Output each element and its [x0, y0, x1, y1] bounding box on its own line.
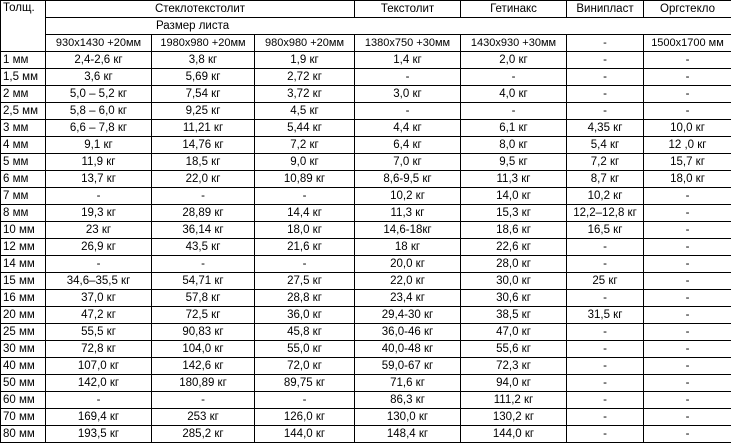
thickness-cell: 2,5 мм	[1, 103, 46, 120]
table-row	[1, 341, 731, 358]
weight-cell: -	[152, 188, 255, 205]
weight-cell: 27,5 кг	[255, 273, 355, 290]
weight-cell: -	[46, 256, 152, 273]
weight-cell: 18,0 кг	[644, 171, 731, 188]
weight-cell: 9,25 кг	[152, 103, 255, 120]
size-header-3: 1380x750 +30мм	[355, 35, 461, 52]
weight-cell: 6,4 кг	[355, 137, 461, 154]
weight-cell: 59,0-67 кг	[355, 358, 461, 375]
weight-cell: 36,0 кг	[255, 307, 355, 324]
thickness-cell: 1 мм	[1, 52, 46, 69]
thickness-cell: 3 мм	[1, 120, 46, 137]
size-header-2: 980x980 +20мм	[255, 35, 355, 52]
table-row	[1, 426, 731, 443]
table-row	[1, 86, 731, 103]
table-row	[1, 392, 731, 409]
weight-cell: 169,4 кг	[46, 409, 152, 426]
header-row-sheet-size	[1, 18, 731, 35]
size-header-1: 1980x980 +20мм	[152, 35, 255, 52]
weight-cell: 285,2 кг	[152, 426, 255, 443]
weight-cell: 193,5 кг	[46, 426, 152, 443]
weight-cell: 86,3 кг	[355, 392, 461, 409]
data-rows	[1, 52, 731, 443]
weight-cell: 144,0 кг	[255, 426, 355, 443]
table-row	[1, 103, 731, 120]
weight-cell: 15,3 кг	[461, 205, 567, 222]
weight-cell: 14,4 кг	[255, 205, 355, 222]
weight-cell: -	[644, 188, 731, 205]
table-row	[1, 137, 731, 154]
table-row	[1, 188, 731, 205]
thickness-cell: 8 мм	[1, 205, 46, 222]
header-material-fiberglass: Стеклотекстолит	[46, 1, 355, 18]
weight-cell: 15,7 кг	[644, 154, 731, 171]
weight-cell: 45,8 кг	[255, 324, 355, 341]
table-row	[1, 324, 731, 341]
thickness-cell: 16 мм	[1, 290, 46, 307]
header-row-sizes	[1, 35, 731, 52]
thickness-cell: 12 мм	[1, 239, 46, 256]
weight-cell: 4,0 кг	[461, 86, 567, 103]
weight-cell: 9,1 кг	[46, 137, 152, 154]
weight-cell: 8,0 кг	[461, 137, 567, 154]
weight-cell: -	[644, 69, 731, 86]
weight-cell: 31,5 кг	[567, 307, 644, 324]
weight-cell: -	[644, 324, 731, 341]
weight-cell: -	[461, 69, 567, 86]
weight-cell: 3,6 кг	[46, 69, 152, 86]
weight-cell: 9,0 кг	[255, 154, 355, 171]
weight-cell: -	[567, 86, 644, 103]
weight-cell: 5,8 – 6,0 кг	[46, 103, 152, 120]
weight-cell: 94,0 кг	[461, 375, 567, 392]
weight-cell: 23 кг	[46, 222, 152, 239]
weight-cell: 2,72 кг	[255, 69, 355, 86]
weight-cell: -	[644, 256, 731, 273]
table-row	[1, 307, 731, 324]
weight-cell: -	[567, 358, 644, 375]
header-material-textolite: Текстолит	[355, 1, 461, 18]
weight-cell: -	[567, 290, 644, 307]
weight-cell: 18,5 кг	[152, 154, 255, 171]
table-row	[1, 222, 731, 239]
weight-cell: 9,5 кг	[461, 154, 567, 171]
weight-cell: -	[152, 392, 255, 409]
weight-cell: 5,69 кг	[152, 69, 255, 86]
weight-cell: 72,0 кг	[255, 358, 355, 375]
weight-cell: 2,0 кг	[461, 52, 567, 69]
header-material-viniplast: Винипласт	[567, 1, 644, 18]
weight-cell: 10,2 кг	[355, 188, 461, 205]
weight-cell: 21,6 кг	[255, 239, 355, 256]
weight-cell: 43,5 кг	[152, 239, 255, 256]
weight-cell: 130,0 кг	[355, 409, 461, 426]
weight-cell: 148,4 кг	[355, 426, 461, 443]
weight-cell: 6,1 кг	[461, 120, 567, 137]
weight-cell: 10,2 кг	[567, 188, 644, 205]
weight-cell: 107,0 кг	[46, 358, 152, 375]
weight-cell: 4,35 кг	[567, 120, 644, 137]
weight-cell: -	[644, 205, 731, 222]
weight-cell: 36,14 кг	[152, 222, 255, 239]
table-row	[1, 69, 731, 86]
weight-cell: 4,4 кг	[355, 120, 461, 137]
weight-cell: 18,0 кг	[255, 222, 355, 239]
weight-cell: 25 кг	[567, 273, 644, 290]
table-row	[1, 120, 731, 137]
weight-cell: -	[644, 239, 731, 256]
weight-cell: 72,8 кг	[46, 341, 152, 358]
weight-cell: -	[255, 188, 355, 205]
weight-cell: 34,6–35,5 кг	[46, 273, 152, 290]
table-row	[1, 290, 731, 307]
weight-cell: -	[567, 324, 644, 341]
weight-cell: 5,0 – 5,2 кг	[46, 86, 152, 103]
weight-cell: -	[644, 375, 731, 392]
thickness-cell: 6 мм	[1, 171, 46, 188]
weight-cell: 71,6 кг	[355, 375, 461, 392]
weight-cell: -	[644, 409, 731, 426]
weight-cell: 144,0 кг	[461, 426, 567, 443]
weight-cell: -	[355, 103, 461, 120]
table-row	[1, 52, 731, 69]
weight-cell: -	[644, 103, 731, 120]
thickness-cell: 14 мм	[1, 256, 46, 273]
weight-cell: -	[644, 392, 731, 409]
thickness-cell: 60 мм	[1, 392, 46, 409]
table-row	[1, 171, 731, 188]
table-row	[1, 205, 731, 222]
header-material-getinax: Гетинакс	[461, 1, 567, 18]
weight-cell: -	[644, 52, 731, 69]
weight-cell: 12,2–12,8 кг	[567, 205, 644, 222]
weight-cell: 28,8 кг	[255, 290, 355, 307]
thickness-cell: 30 мм	[1, 341, 46, 358]
thickness-cell: 5 мм	[1, 154, 46, 171]
weight-cell: 19,3 кг	[46, 205, 152, 222]
weight-cell: 55,5 кг	[46, 324, 152, 341]
thickness-cell: 7 мм	[1, 188, 46, 205]
table-row	[1, 273, 731, 290]
weight-cell: 11,3 кг	[461, 171, 567, 188]
weight-cell: 12 ,0 кг	[644, 137, 731, 154]
weight-cell: 11,3 кг	[355, 205, 461, 222]
header-material-plexiglass: Оргстекло	[644, 1, 731, 18]
weight-cell: -	[644, 273, 731, 290]
weight-cell: 253 кг	[152, 409, 255, 426]
weight-cell: 7,2 кг	[567, 154, 644, 171]
weight-cell: 30,0 кг	[461, 273, 567, 290]
weight-cell: 22,6 кг	[461, 239, 567, 256]
weight-cell: 29,4-30 кг	[355, 307, 461, 324]
weight-cell: 30,6 кг	[461, 290, 567, 307]
weight-cell: 130,2 кг	[461, 409, 567, 426]
weight-cell: 40,0-48 кг	[355, 341, 461, 358]
weight-cell: -	[567, 375, 644, 392]
thickness-cell: 20 мм	[1, 307, 46, 324]
weight-cell: 18,6 кг	[461, 222, 567, 239]
weight-cell: -	[567, 69, 644, 86]
thickness-cell: 15 мм	[1, 273, 46, 290]
weight-cell: 89,75 кг	[255, 375, 355, 392]
table-row	[1, 358, 731, 375]
weight-cell: 7,0 кг	[355, 154, 461, 171]
weight-cell: -	[46, 392, 152, 409]
weight-cell: 55,0 кг	[255, 341, 355, 358]
thickness-cell: 80 мм	[1, 426, 46, 443]
weight-cell: 13,7 кг	[46, 171, 152, 188]
weight-cell: 20,0 кг	[355, 256, 461, 273]
table-row	[1, 239, 731, 256]
table-row	[1, 375, 731, 392]
weight-cell: -	[567, 341, 644, 358]
weight-cell: 3,72 кг	[255, 86, 355, 103]
weight-cell: 10,0 кг	[644, 120, 731, 137]
weight-cell: 57,8 кг	[152, 290, 255, 307]
weight-cell: 142,0 кг	[46, 375, 152, 392]
table-row	[1, 154, 731, 171]
weight-cell: 7,2 кг	[255, 137, 355, 154]
weight-cell: 38,5 кг	[461, 307, 567, 324]
weight-cell: -	[644, 426, 731, 443]
weight-cell: -	[644, 86, 731, 103]
weight-cell: 23,4 кг	[355, 290, 461, 307]
weight-cell: 6,6 – 7,8 кг	[46, 120, 152, 137]
weight-cell: -	[46, 188, 152, 205]
size-header-5: -	[567, 35, 644, 52]
weight-cell: 104,0 кг	[152, 341, 255, 358]
thickness-cell: 10 мм	[1, 222, 46, 239]
weight-cell: 4,5 кг	[255, 103, 355, 120]
thickness-cell: 2 мм	[1, 86, 46, 103]
weight-cell: -	[644, 358, 731, 375]
weight-cell: 28,89 кг	[152, 205, 255, 222]
weight-cell: -	[152, 256, 255, 273]
weight-cell: -	[461, 103, 567, 120]
weight-cell: 1,4 кг	[355, 52, 461, 69]
weight-cell: 18 кг	[355, 239, 461, 256]
size-header-4: 1430x930 +30мм	[461, 35, 567, 52]
table-row	[1, 256, 731, 273]
thickness-cell: 1,5 мм	[1, 69, 46, 86]
weight-cell: 22,0 кг	[355, 273, 461, 290]
weight-cell: 5,4 кг	[567, 137, 644, 154]
weight-cell: 11,21 кг	[152, 120, 255, 137]
weight-cell: 37,0 кг	[46, 290, 152, 307]
thickness-cell: 50 мм	[1, 375, 46, 392]
thickness-cell: 70 мм	[1, 409, 46, 426]
weight-cell: -	[644, 290, 731, 307]
weight-cell: 28,0 кг	[461, 256, 567, 273]
weight-cell: 7,54 кг	[152, 86, 255, 103]
weight-cell: -	[255, 256, 355, 273]
header-row-materials	[1, 1, 731, 18]
weight-cell: 36,0-46 кг	[355, 324, 461, 341]
weight-cell: 72,5 кг	[152, 307, 255, 324]
size-header-6: 1500x1700 мм	[644, 35, 731, 52]
weight-cell: -	[644, 341, 731, 358]
weight-cell: 5,44 кг	[255, 120, 355, 137]
weight-cell: 2,4-2,6 кг	[46, 52, 152, 69]
thickness-cell: 4 мм	[1, 137, 46, 154]
weight-cell: 8,7 кг	[567, 171, 644, 188]
weight-cell: -	[567, 256, 644, 273]
weight-cell: -	[567, 426, 644, 443]
weight-cell: 180,89 кг	[152, 375, 255, 392]
weight-cell: 11,9 кг	[46, 154, 152, 171]
weight-cell: -	[644, 222, 731, 239]
weight-cell: 55,6 кг	[461, 341, 567, 358]
weight-cell: 111,2 кг	[461, 392, 567, 409]
weight-cell: 47,2 кг	[46, 307, 152, 324]
table-row	[1, 409, 731, 426]
weight-cell: -	[567, 409, 644, 426]
weight-cell: 1,9 кг	[255, 52, 355, 69]
weight-cell: 90,83 кг	[152, 324, 255, 341]
weight-cell: 126,0 кг	[255, 409, 355, 426]
sheet-size-header: Размер листа	[46, 18, 731, 35]
size-header-0: 930x1430 +20мм	[46, 35, 152, 52]
weight-cell: -	[644, 307, 731, 324]
weight-cell: 14,6-18кг	[355, 222, 461, 239]
weight-cell: 16,5 кг	[567, 222, 644, 239]
thickness-header: Толщ.	[1, 1, 46, 52]
weight-cell: 22,0 кг	[152, 171, 255, 188]
weight-cell: 26,9 кг	[46, 239, 152, 256]
weight-cell: 14,76 кг	[152, 137, 255, 154]
weight-cell: -	[567, 52, 644, 69]
weight-cell: 54,71 кг	[152, 273, 255, 290]
weight-cell: -	[355, 69, 461, 86]
weight-cell: 142,6 кг	[152, 358, 255, 375]
weight-cell: 3,8 кг	[152, 52, 255, 69]
weight-cell: -	[567, 392, 644, 409]
weight-cell: 72,3 кг	[461, 358, 567, 375]
weight-cell: 10,89 кг	[255, 171, 355, 188]
weight-cell: -	[255, 392, 355, 409]
weight-cell: 14,0 кг	[461, 188, 567, 205]
weight-cell: 3,0 кг	[355, 86, 461, 103]
thickness-cell: 40 мм	[1, 358, 46, 375]
weight-cell: -	[567, 239, 644, 256]
weight-cell: -	[567, 103, 644, 120]
thickness-cell: 25 мм	[1, 324, 46, 341]
weight-cell: 8,6-9,5 кг	[355, 171, 461, 188]
weight-cell: 47,0 кг	[461, 324, 567, 341]
